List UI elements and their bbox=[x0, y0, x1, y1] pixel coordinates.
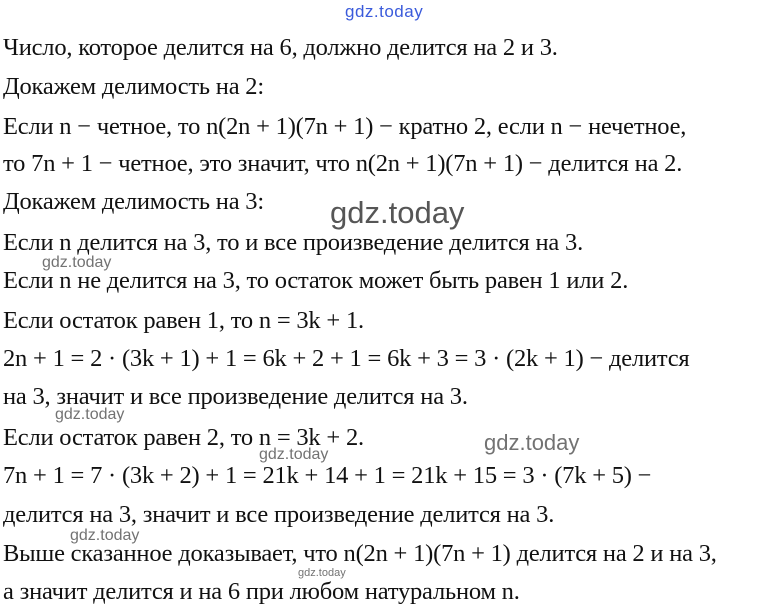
watermark-small-3: gdz.today bbox=[259, 446, 329, 463]
watermark-small-2: gdz.today bbox=[55, 406, 125, 423]
text-line-9: 2n + 1 = 2 · (3k + 1) + 1 = 6k + 2 + 1 = 6k + 3 = 3 · (2k + 1) − делится bbox=[3, 345, 690, 372]
text-line-12: 7n + 1 = 7 · (3k + 2) + 1 = 21k + 14 + 1 = 21k + 15 = 3 · (7k + 5) − bbox=[3, 462, 652, 489]
text-line-15: а значит делится и на 6 при любом натуральном n. bbox=[3, 578, 520, 605]
text-line-6: Если n делится на 3, то и все произведение делится на 3. bbox=[3, 229, 584, 256]
watermark-mid: gdz.today bbox=[484, 430, 580, 455]
text-line-4: то 7n + 1 − четное, это значит, что n(2n + 1)(7n + 1) − делится на 2. bbox=[3, 150, 683, 177]
text-line-8: Если остаток равен 1, то n = 3k + 1. bbox=[3, 307, 364, 334]
text-line-1: Число, которое делится на 6, должно делится на 2 и 3. bbox=[3, 34, 558, 61]
watermark-small-1: gdz.today bbox=[42, 254, 112, 271]
text-line-10: на 3, значит и все произведение делится на 3. bbox=[3, 383, 468, 410]
watermark-small-4: gdz.today bbox=[70, 527, 140, 544]
watermark-top: gdz.today bbox=[345, 2, 424, 21]
text-line-13: делится на 3, значит и все произведение делится на 3. bbox=[3, 501, 555, 528]
text-line-7: Если n не делится на 3, то остаток может быть равен 1 или 2. bbox=[3, 267, 629, 294]
text-line-5: Докажем делимость на 3: bbox=[3, 188, 264, 215]
watermark-tiny: gdz.today bbox=[298, 567, 346, 579]
text-line-2: Докажем делимость на 2: bbox=[3, 73, 264, 100]
text-line-3: Если n − четное, то n(2n + 1)(7n + 1) − кратно 2, если n − нечетное, bbox=[3, 113, 687, 140]
text-line-11: Если остаток равен 2, то n = 3k + 2. bbox=[3, 424, 364, 451]
watermark-large: gdz.today bbox=[330, 195, 465, 230]
text-line-14: Выше сказанное доказывает, что n(2n + 1)(7n + 1) делится на 2 и на 3, bbox=[3, 540, 717, 567]
